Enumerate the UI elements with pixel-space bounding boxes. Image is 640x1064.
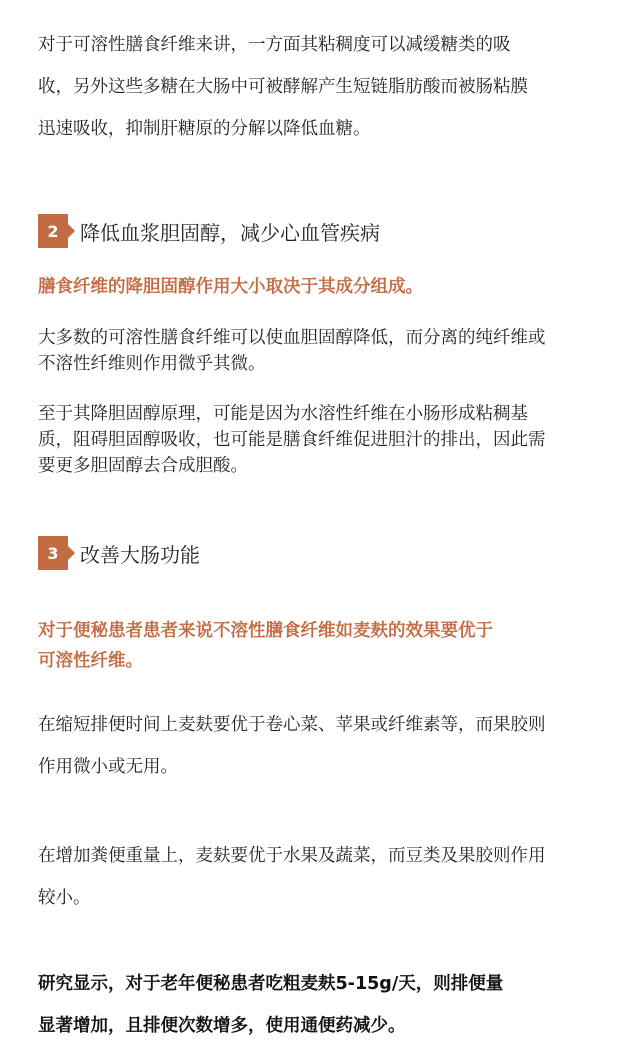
section-number: 2: [47, 221, 59, 241]
text-line: 较小。: [38, 888, 91, 908]
research-paragraph: [38, 963, 606, 1047]
text-line: 作用微小或无用。: [38, 757, 178, 777]
highlight-line: 可溶性纤维。: [38, 651, 143, 671]
text-line: 对于可溶性膳食纤维来讲，一方面其粘稠度可以减缓糖类的吸: [38, 35, 511, 55]
section-number-badge: [38, 214, 68, 248]
section-3-highlight: [38, 616, 606, 676]
section-number: 3: [47, 543, 59, 563]
text-line: 大多数的可溶性膳食纤维可以使血胆固醇降低，而分离的纯纤维或: [38, 328, 546, 348]
text-line: 迅速吸收，抑制肝糖原的分解以降低血糖。: [38, 119, 371, 139]
section-3-header: [38, 536, 200, 570]
section-2-paragraph-1: [38, 325, 606, 377]
section-2-paragraph-2: [38, 401, 606, 479]
section-title: 改善大肠功能: [80, 542, 200, 567]
section-number-badge: [38, 536, 68, 570]
text-line: 在缩短排便时间上麦麸要优于卷心菜、苹果或纤维素等，而果胶则: [38, 715, 546, 735]
section-2-header: [38, 214, 380, 248]
section-title: 降低血浆胆固醇，减少心血管疾病: [80, 220, 380, 245]
text-line: 研究显示，对于老年便秘患者吃粗麦麸5-15g/天，则排便量: [38, 974, 504, 994]
highlight-line: 对于便秘患者患者来说不溶性膳食纤维如麦麸的效果要优于: [38, 621, 493, 641]
text-line: 在增加粪便重量上，麦麸要优于水果及蔬菜，而豆类及果胶则作用: [38, 846, 546, 866]
section-3-paragraph-1: [38, 704, 606, 788]
text-line: 至于其降胆固醇原理，可能是因为水溶性纤维在小肠形成粘稠基: [38, 404, 528, 424]
section-2-highlight: [38, 274, 606, 300]
text-line: 显著增加，且排便次数增多，使用通便药减少。: [38, 1016, 406, 1036]
highlight-line: 膳食纤维的降胆固醇作用大小取决于其成分组成。: [38, 277, 423, 297]
text-line: 质，阻碍胆固醇吸收，也可能是膳食纤维促进胆汁的排出，因此需: [38, 430, 546, 450]
text-line: 不溶性纤维则作用微乎其微。: [38, 354, 266, 374]
text-line: 要更多胆固醇去合成胆酸。: [38, 456, 248, 476]
section-3-paragraph-2: [38, 835, 606, 919]
intro-paragraph: [38, 24, 606, 150]
text-line: 收，另外这些多糖在大肠中可被酵解产生短链脂肪酸而被肠粘膜: [38, 77, 528, 97]
